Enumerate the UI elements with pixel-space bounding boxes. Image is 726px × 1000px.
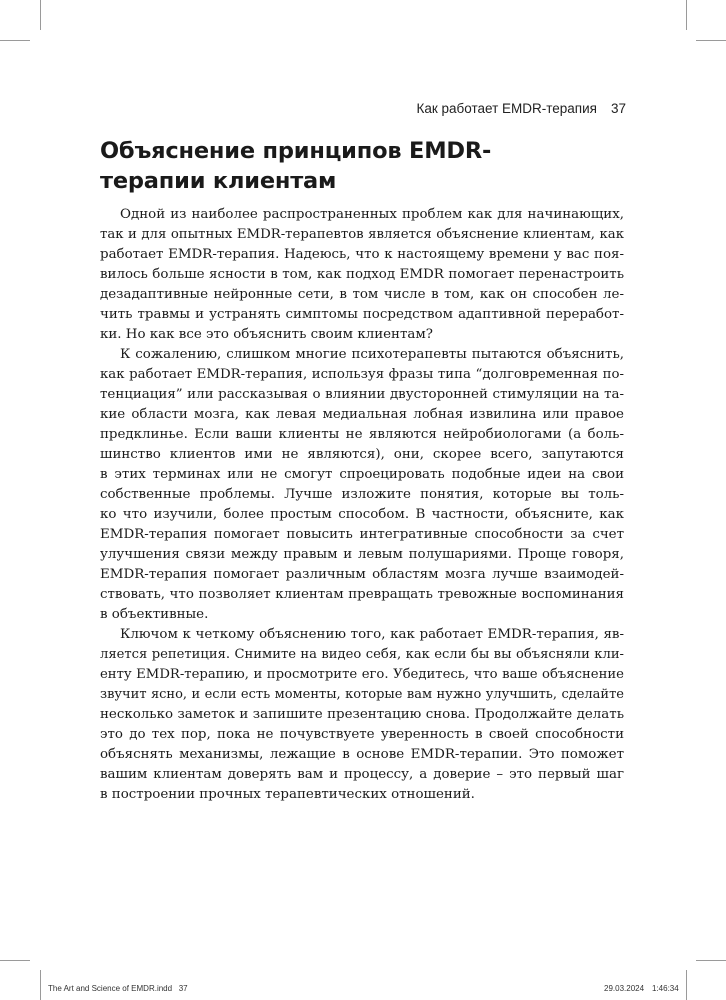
text-line: вашим клиентам доверять вам и процессу, а доверие – это первый шаг xyxy=(100,767,624,782)
text-line: в объективные. xyxy=(100,607,209,622)
text-line: дезадаптивные нейронные сети, в том числе в том, как он способен ле- xyxy=(100,287,624,302)
paragraph-2 xyxy=(100,345,624,625)
text-line: ко что изучили, более простым способом. В частности, объясните, как xyxy=(100,507,624,522)
running-title: Как работает EMDR-терапия xyxy=(416,101,597,116)
crop-mark-top-right xyxy=(686,0,687,30)
body-text xyxy=(100,205,624,805)
text-line: улучшения связи между правым и левым полушариями. Проще говоря, xyxy=(100,547,624,562)
text-line: К сожалению, слишком многие психотерапевты пытаются объяснить, xyxy=(120,347,624,362)
section-title-line: Объяснение принципов EMDR- xyxy=(100,138,492,164)
text-line: собственные проблемы. Лучше изложите понятия, которые вы толь- xyxy=(100,487,624,502)
text-line: тенциация” или рассказывая о влиянии двусторонней стимуляции на та- xyxy=(100,387,624,402)
crop-mark-right-bottom xyxy=(696,960,726,961)
text-line: как работает EMDR-терапия, используя фразы типа “долговременная по- xyxy=(100,367,624,382)
text-line: в этих терминах или не смогут спроецировать подобные идеи на свои xyxy=(100,467,624,482)
text-line: объяснять механизмы, лежащие в основе EMDR-терапии. Это поможет xyxy=(100,747,624,762)
crop-mark-bottom-right xyxy=(686,970,687,1000)
text-line: в построении прочных терапевтических отношений. xyxy=(100,787,475,802)
slug-date: 29.03.2024 xyxy=(604,984,645,993)
text-line: EMDR-терапия помогает повысить интегративные способности за счет xyxy=(100,527,624,542)
text-line: звучит ясно, и если есть моменты, которые вам нужно улучшить, сделайте xyxy=(100,687,624,702)
running-head xyxy=(416,101,626,116)
text-line: ляется репетиция. Снимите на видео себя, как если бы вы объясняли кли- xyxy=(100,647,624,662)
text-line: енту EMDR-терапию, и просмотрите его. Убедитесь, что ваше объяснение xyxy=(100,667,624,682)
crop-mark-right-top xyxy=(696,40,726,41)
paragraph-3 xyxy=(100,625,624,805)
text-line: вилось больше ясности в том, как подход EMDR помогает перенастроить xyxy=(100,267,624,282)
crop-mark-left-bottom xyxy=(0,960,30,961)
slug-time: 1:46:34 xyxy=(652,984,679,993)
text-line: ствовать, что позволяет клиентам превращать тревожные воспоминания xyxy=(100,587,624,602)
text-line: шинство клиентов ими не являются), они, скорее всего, запутаются xyxy=(100,447,624,462)
crop-mark-bottom-left xyxy=(40,970,41,1000)
text-line: ки. Но как все это объяснить своим клиентам? xyxy=(100,327,433,342)
slug-file: The Art and Science of EMDR.indd 37 xyxy=(48,984,188,993)
section-title-line: терапии клиентам xyxy=(100,168,337,194)
text-line: это до тех пор, пока не почувствуете уверенность в своей способности xyxy=(100,727,624,742)
text-line: предклинье. Если ваши клиенты не являются нейробиологами (а боль- xyxy=(100,427,624,442)
text-line: Ключом к четкому объяснению того, как работает EMDR-терапия, яв- xyxy=(120,627,624,642)
page-number: 37 xyxy=(610,101,626,116)
text-line: несколько заметок и запишите презентацию снова. Продолжайте делать xyxy=(100,707,624,722)
text-line: работает EMDR-терапия. Надеюсь, что к настоящему времени у вас поя- xyxy=(100,247,624,262)
text-line: так и для опытных EMDR-терапевтов является объяснение клиентам, как xyxy=(100,227,624,242)
crop-mark-top-left xyxy=(40,0,41,30)
crop-mark-left-top xyxy=(0,40,30,41)
text-line: кие области мозга, как левая медиальная лобная извилина или правое xyxy=(100,407,624,422)
paragraph-1 xyxy=(100,205,624,345)
text-line: EMDR-терапия помогает различным областям мозга лучше взаимодей- xyxy=(100,567,624,582)
section-title xyxy=(100,136,640,196)
text-line: Одной из наиболее распространенных проблем как для начинающих, xyxy=(120,207,624,222)
text-line: чить травмы и устранять симптомы посредством адаптивной переработ- xyxy=(100,307,624,322)
